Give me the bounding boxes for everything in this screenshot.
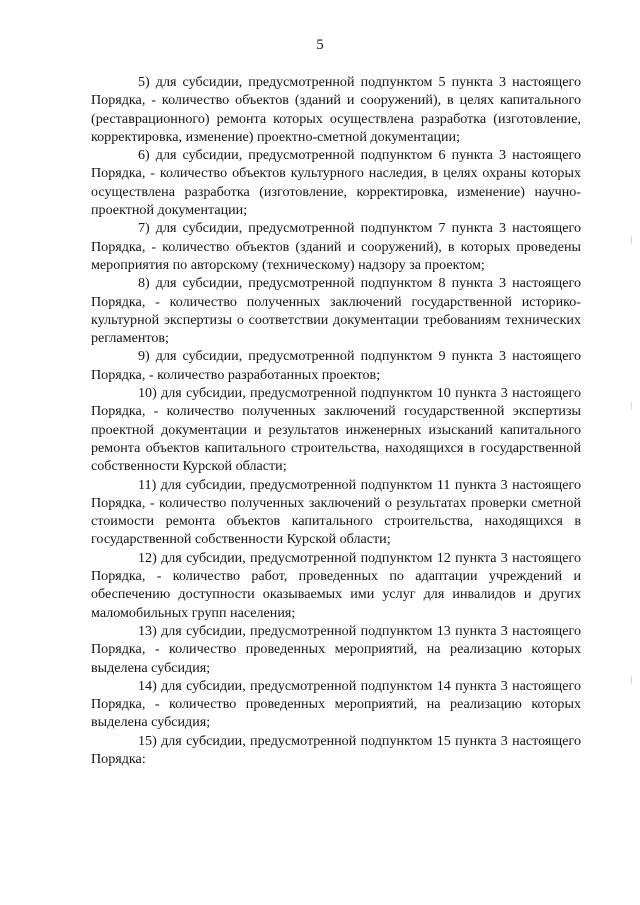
list-item-10: 10) для субсидии, предусмотренной подпунктом 10 пункта 3 настоящего Порядка, - количество полученных заключений государственной экспертизы проектной документации и результатов инженерных изысканий капитального ремонта объектов капитального строительства, находящихся в государственной собственности Курской области; (91, 385, 581, 475)
scan-edge-mark (631, 676, 632, 684)
list-item-11: 11) для субсидии, предусмотренной подпунктом 11 пункта 3 настоящего Порядка, - количество полученных заключений о результатах проверки сметной стоимости ремонта объектов капитального строительства, находящихся в государственной собственности Курской области; (91, 476, 581, 548)
document-body (91, 73, 581, 768)
list-item-13: 13) для субсидии, предусмотренной подпунктом 13 пункта 3 настоящего Порядка, - количество проведенных мероприятий, на реализацию которых выделена субсидия; (91, 622, 581, 676)
page-number: 5 (316, 37, 324, 53)
list-item-15: 15) для субсидии, предусмотренной подпунктом 15 пункта 3 настоящего Порядка: (91, 732, 581, 767)
list-item-5: 5) для субсидии, предусмотренной подпунктом 5 пункта 3 настоящего Порядка, - количество объектов (зданий и сооружений), в целях капитального (реставрационного) ремонта которых осуществлена разработка (изготовление, корректировка, изменение) проектно-сметной документации; (91, 74, 581, 145)
list-item-6: 6) для субсидии, предусмотренной подпунктом 6 пункта 3 настоящего Порядка, - количество объектов культурного наследия, в целях охраны которых осуществлена разработка (изготовление, корректировка, изменение) научно-проектной документации; (91, 147, 581, 219)
scan-edge-mark (631, 236, 632, 244)
list-item-7: 7) для субсидии, предусмотренной подпунктом 7 пункта 3 настоящего Порядка, - количество объектов (зданий и сооружений), в которых проведены мероприятия по авторскому (техническому) надзору за проектом; (91, 220, 581, 273)
list-item-12: 12) для субсидии, предусмотренной подпунктом 12 пункта 3 настоящего Порядка, - количество работ, проведенных по адаптации учреждений и обеспечению доступности оказываемых ими услуг для инвалидов и других маломобильных групп населения; (91, 549, 581, 621)
list-item-9: 9) для субсидии, предусмотренной подпунктом 9 пункта 3 настоящего Порядка, - количество разработанных проектов; (91, 348, 581, 383)
scan-edge-mark (631, 402, 632, 410)
list-item-8: 8) для субсидии, предусмотренной подпунктом 8 пункта 3 настоящего Порядка, - количество полученных заключений государственной историко-культурной экспертизы о соответствии документации требованиям технических регламентов; (91, 275, 581, 347)
list-item-14: 14) для субсидии, предусмотренной подпунктом 14 пункта 3 настоящего Порядка, - количество проведенных мероприятий, на реализацию которых выделена субсидия; (91, 677, 581, 731)
